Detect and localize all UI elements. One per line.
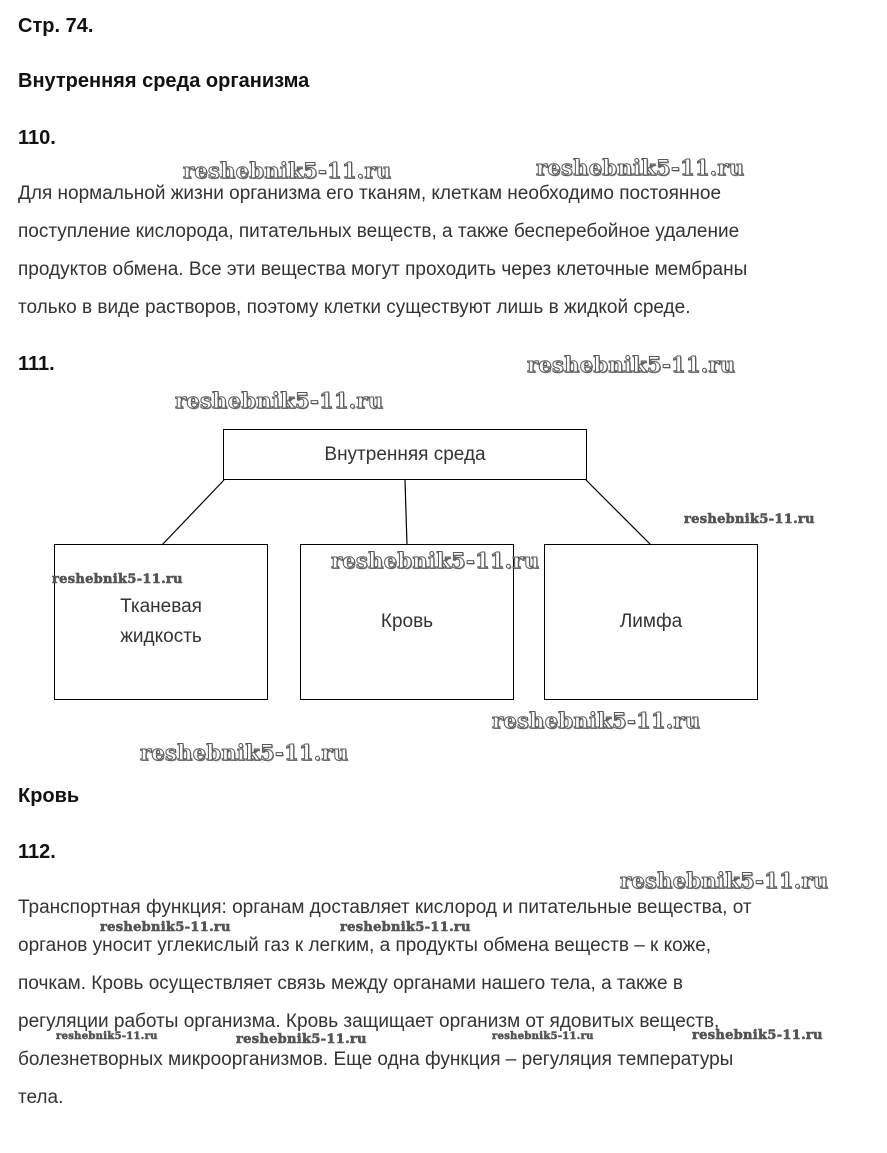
task-112-text xyxy=(18,889,878,1117)
watermark: reshebnik5-11.ru xyxy=(331,548,540,573)
diagram-label-lymph: Лимфа xyxy=(619,611,683,632)
watermark: reshebnik5-11.ru xyxy=(340,920,471,935)
watermark: reshebnik5-11.ru xyxy=(52,572,183,587)
watermark: reshebnik5-11.ru xyxy=(56,1031,158,1042)
task-110-line: поступление кислорода, питательных веществ, а также бесперебойное удаление xyxy=(18,221,740,242)
section-title-blood: Кровь xyxy=(18,785,80,807)
watermark: reshebnik5-11.ru xyxy=(692,1028,823,1043)
task-112-line: тела. xyxy=(18,1087,64,1108)
watermark: reshebnik5-11.ru xyxy=(684,512,815,527)
watermark: reshebnik5-11.ru xyxy=(175,388,384,413)
connector-tissue-fluid xyxy=(162,480,224,545)
task-112-line: Транспортная функция: органам доставляет кислород и питательные вещества, от xyxy=(18,897,752,918)
task-112-number: 112. xyxy=(18,841,56,863)
diagram-label-blood: Кровь xyxy=(380,611,434,632)
task-110-line: Для нормальной жизни организма его тканям, клеткам необходимо постоянное xyxy=(18,183,722,204)
connector-blood xyxy=(405,480,407,545)
task-112-line: почкам. Кровь осуществляет связь между органами нашего тела, а также в xyxy=(18,973,683,994)
task-110-line: только в виде растворов, поэтому клетки существуют лишь в жидкой среде. xyxy=(18,297,691,318)
diagram-box-blood xyxy=(300,544,514,700)
task-110-line: продуктов обмена. Все эти вещества могут проходить через клеточные мембраны xyxy=(18,259,748,280)
task-112-line: регуляции работы организма. Кровь защищает организм от ядовитых веществ, xyxy=(18,1011,720,1032)
page-label: Стр. 74. xyxy=(18,15,94,37)
task-112-line: органов уносит углекислый газ к легким, а продукты обмена веществ – к коже, xyxy=(18,935,712,956)
diagram-root-box xyxy=(223,429,587,480)
task-111-number: 111. xyxy=(18,353,55,375)
diagram-box-lymph xyxy=(544,544,758,700)
connector-lymph xyxy=(586,480,651,545)
watermark: reshebnik5-11.ru xyxy=(492,708,701,733)
watermark: reshebnik5-11.ru xyxy=(183,158,392,183)
watermark: reshebnik5-11.ru xyxy=(236,1032,367,1047)
watermark: reshebnik5-11.ru xyxy=(620,868,829,893)
watermark: reshebnik5-11.ru xyxy=(140,740,349,765)
diagram-box-tissue-fluid xyxy=(54,544,268,700)
watermark: reshebnik5-11.ru xyxy=(492,1031,594,1042)
diagram-label-tissue-fluid: Тканевая жидкость xyxy=(120,596,202,647)
task-110-number: 110. xyxy=(18,127,56,149)
section-title-internal-environment: Внутренняя среда организма xyxy=(18,70,310,92)
task-112-line: болезнетворных микроорганизмов. Еще одна функция – регуляция температуры xyxy=(18,1049,734,1070)
watermark: reshebnik5-11.ru xyxy=(100,920,231,935)
diagram-root-label: Внутренняя среда xyxy=(324,443,486,465)
watermark: reshebnik5-11.ru xyxy=(527,352,736,377)
watermark: reshebnik5-11.ru xyxy=(536,155,745,180)
